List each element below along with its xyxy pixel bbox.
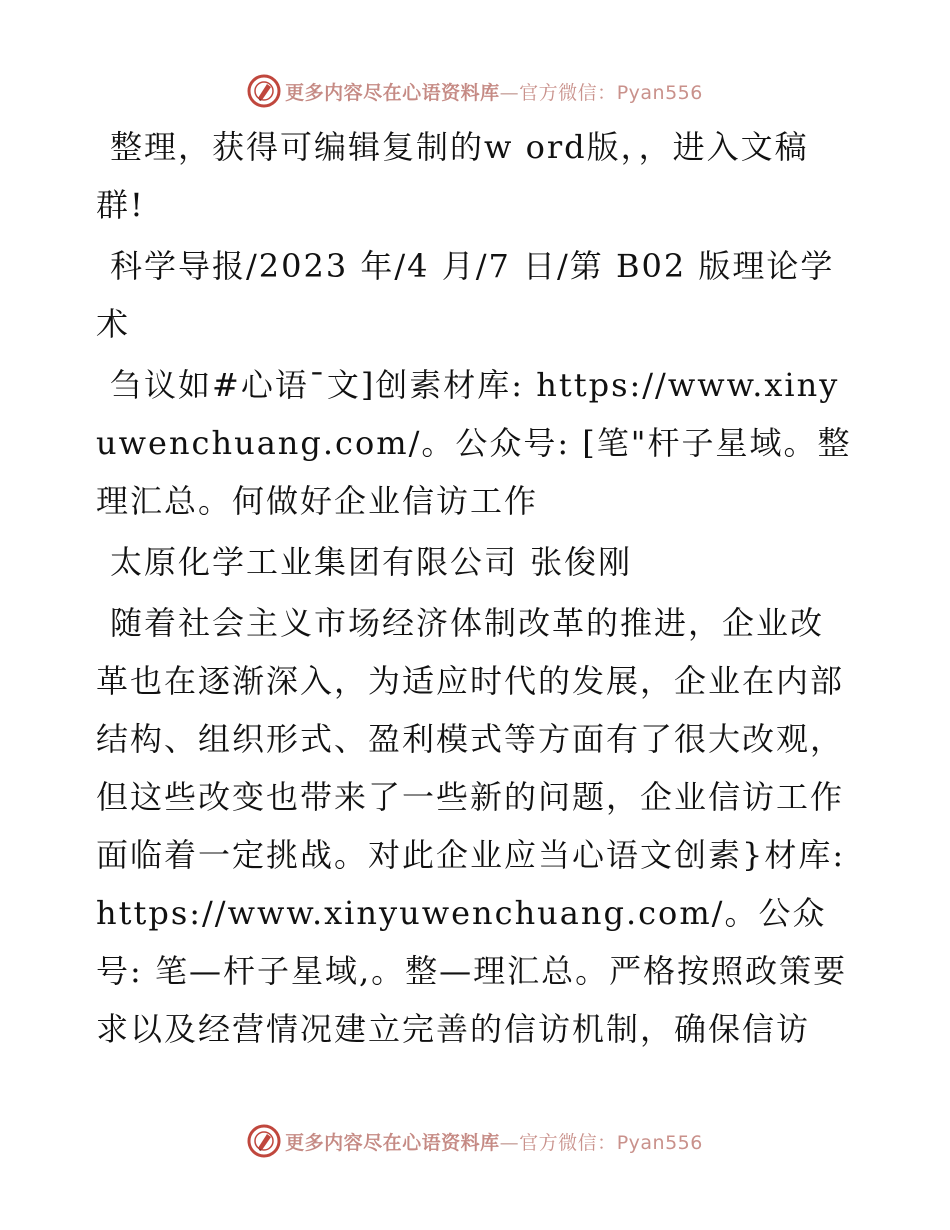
document-body [96, 118, 856, 1061]
banner-text [285, 1128, 703, 1155]
banner-official-label: 官方微信： [519, 81, 617, 104]
banner-text [285, 78, 703, 105]
banner-title: 更多内容尽在心语资料库 [285, 81, 500, 104]
title-paragraph: 刍议如#心语¯文]创素材库: https://www.xinyuwenchuang.com/。公众号: [笔"杆子星域。整理汇总。何做好企业信访工作 [96, 366, 852, 520]
pen-logo-icon [247, 1124, 281, 1158]
pen-logo-icon [247, 74, 281, 108]
banner-separator: — [499, 81, 520, 104]
banner-wechat-id: Pyan556 [616, 1131, 703, 1154]
header-banner [0, 71, 950, 111]
banner-official-label: 官方微信： [519, 1131, 617, 1154]
footer-banner [0, 1121, 950, 1161]
body-paragraph: 随着社会主义市场经济体制改革的推进，企业改革也在逐渐深入，为适应时代的发展，企业在内部结构、组织形式、盈利模式等方面有了很大改观，但这些改变也带来了一些新的问题，企业信访工作面临着一定挑战。对此企业应当心语文创素}材库: https://www.xinyuwenchuang.com/。公众号: 笔—杆子星域,。整—理汇总。严格按照政策要求以及经营情况建立完善的信访机制，确保信访 [96, 604, 848, 1048]
intro-paragraph: 整理，获得可编辑复制的w ord版，，进入文稿群! [96, 128, 809, 224]
banner-separator: — [499, 1131, 520, 1154]
author-paragraph: 太原化学工业集团有限公司 张俊刚 [110, 543, 633, 581]
banner-wechat-id: Pyan556 [616, 81, 703, 104]
banner-title: 更多内容尽在心语资料库 [285, 1131, 500, 1154]
source-paragraph: 科学导报/2023 年/4 月/7 日/第 B02 版理论学术 [96, 247, 835, 343]
